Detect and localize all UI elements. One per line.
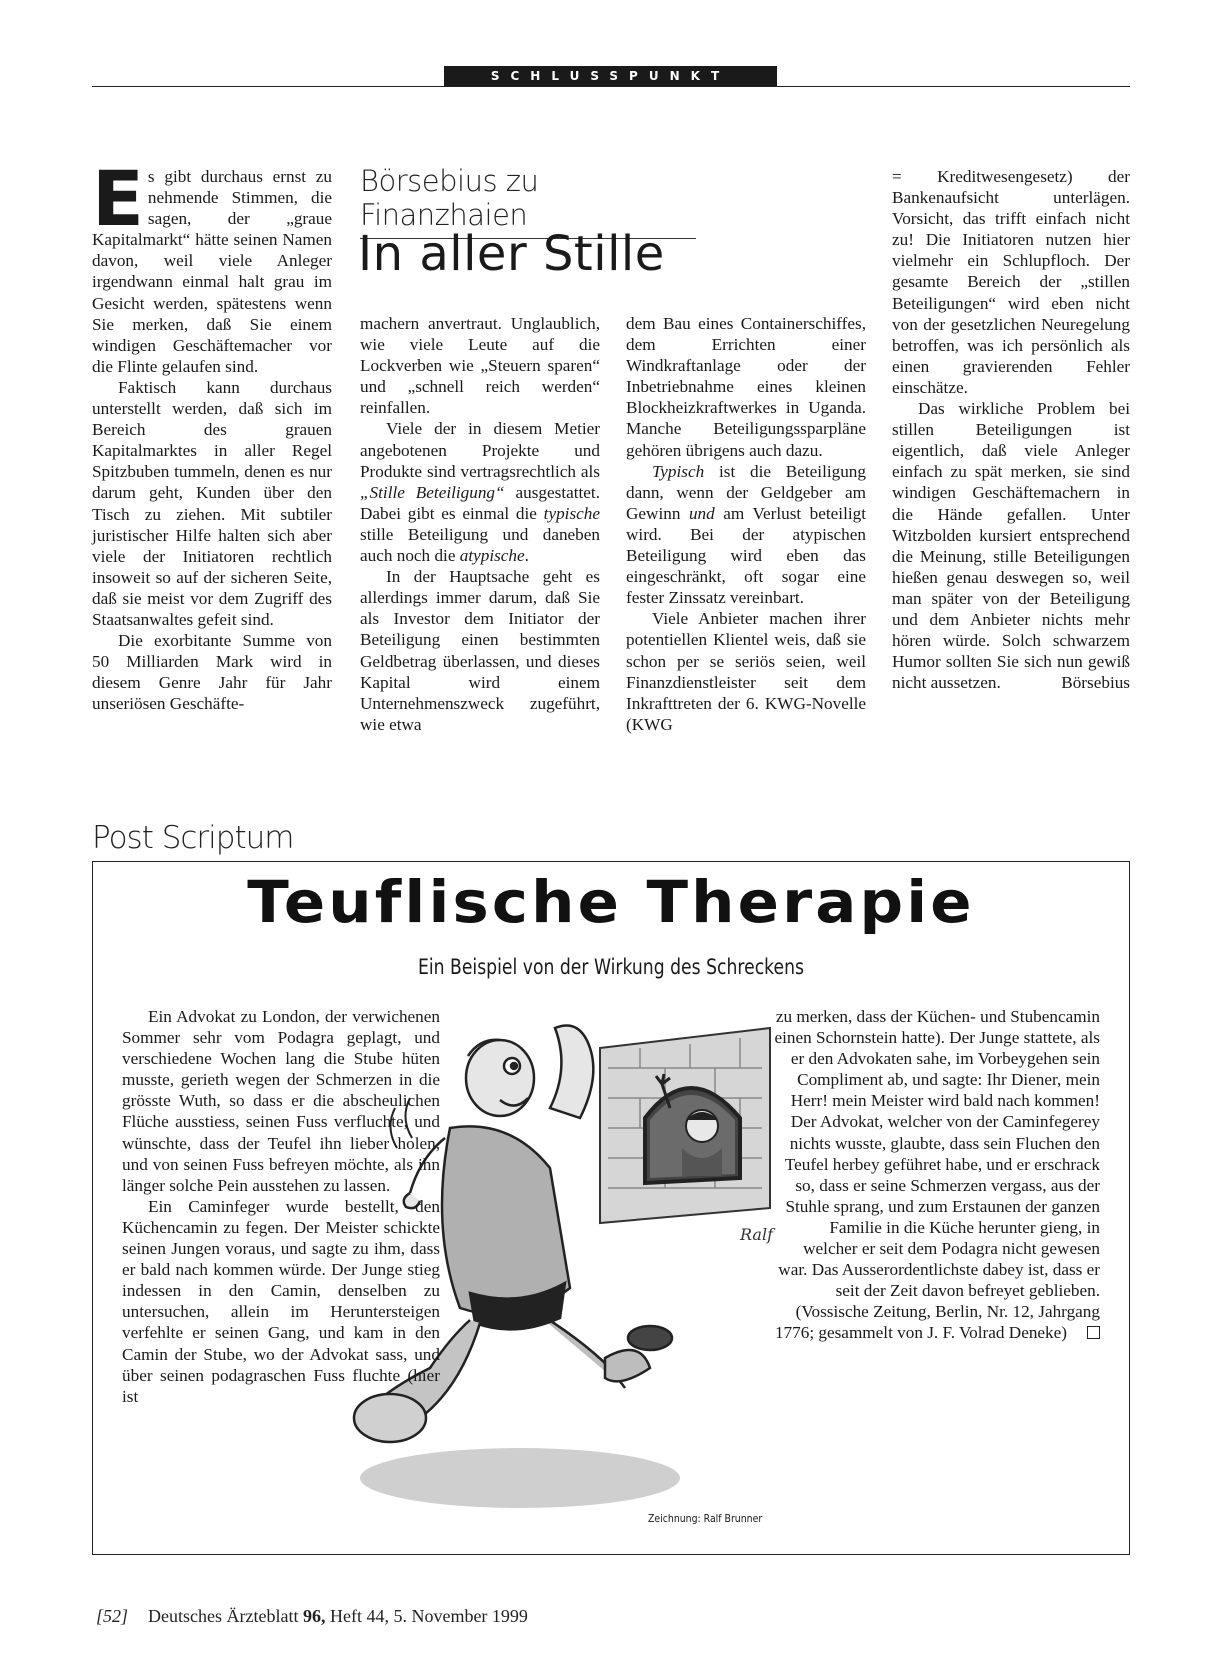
illustration-credit: Zeichnung: Ralf Brunner <box>648 1512 763 1525</box>
postscript-left-column <box>122 1006 440 1407</box>
journal-name: Deutsches Ärzteblatt <box>148 1606 299 1626</box>
page-number: [52] <box>96 1606 129 1626</box>
fireplace-wall <box>600 1028 776 1244</box>
postscript-title: Teuflische Therapie <box>247 868 975 936</box>
postscript-right-column <box>772 1006 1100 1344</box>
drop-cap: E <box>92 154 144 243</box>
journal-volume: 96, <box>302 1606 326 1626</box>
article-paragraph: Es gibt durchaus ernst zu nehmende Stimmen, die sagen, der „graue Kapitalmarkt“ hätte seinen Namen davon, weil viele Anleger irgendwann einmal halt grau im Gesicht werden, spätestens wenn Sie merken, daß Sie einem windigen Geschäftemacher vor die Flinte gelaufen sind. <box>92 154 332 376</box>
journal-issue: Heft 44, 5. November 1999 <box>329 1606 528 1626</box>
article-column-2 <box>360 313 600 735</box>
section-label: SCHLUSSPUNKT <box>444 66 777 86</box>
article-paragraph: Die exorbitante Summe von 50 Milliarden Mark wird in diesem Genre Jahr für Jahr unseriösen Geschäfte- <box>92 631 332 714</box>
header-rule <box>92 86 1130 87</box>
page-footer <box>96 1606 528 1627</box>
article-kicker: Börsebius zu Finanzhaien <box>360 164 696 239</box>
end-mark-icon <box>1087 1326 1100 1339</box>
article-headline: In aller Stille <box>358 226 665 282</box>
article-column-1 <box>92 154 332 714</box>
article-column-3 <box>626 313 866 735</box>
article-paragraph: Typisch ist die Beteiligung dann, wenn der Geldgeber am Gewinn und am Verlust beteiligt wird. Bei der atypischen Beteiligung wird eben das eingeschränkt, oft sogar eine fester Zinssatz vereinbart. <box>626 461 867 608</box>
postscript-paragraph: Ein Caminfeger wurde bestellt, den Küchencamin zu fegen. Der Meister schickte seinen Jungen voraus, und sagte zu ihm, dass er bald nach kommen würde. Der Junge stieg indessen in den Camin, denselben zu untersuchen, allein im Heruntersteigen verfehlte er seinen Gang, und kam in den Camin der Stube, wo der Advokat sass, und über seinen podagraschen Fuss fluchte (hier ist <box>122 1196 440 1406</box>
article-column-4 <box>892 166 1130 693</box>
artist-signature: Ralf <box>740 1225 773 1244</box>
article-paragraph: dem Bau eines Containerschiffes, dem Errichten einer Windkraftanlage oder der Inbetriebnahme eines kleinen Blockheizkraftwerkes in Uganda. Manche Beteiligungssparpläne gehören übrigens auch dazu. <box>626 314 866 460</box>
article-paragraph: Viele der in diesem Metier angebotenen Projekte und Produkte sind vertragsrechtlich als „Stille Beteiligung“ ausgestattet. Dabei gibt es einmal die typische stille Beteiligung und daneben auch noch die atypische. <box>360 419 600 566</box>
article-paragraph: Faktisch kann durchaus unterstellt werden, daß sich im Bereich des grauen Kapitalmarktes in aller Regel Spitzbuben tummeln, denen es nur darum geht, Kunden über den Tisch zu ziehen. Mit subtiler juristischer Hilfe halten sich aber viele der Initiatoren rechtlich insoweit so auf der sicheren Seite, daß sie meist vor dem Zugriff des Staatsanwaltes gefeit sind. <box>92 377 332 629</box>
postscript-paragraph: Ein Advokat zu London, der verwichenen Sommer sehr vom Podagra geplagt, und verschiedene Wochen lang die Stube hüten musste, gerieth wegen der Schmerzen in die grösste Wuth, so dass er die abscheulichen Flüche ausstiess, seinen Fuss verfluchte, und wünschte, dass der Teufel ihn lieber holen, und von seinen Fuss befreyen möchte, als ihn länger solche Pein ausstehen zu lassen. <box>122 1007 440 1195</box>
article-paragraph: In der Hauptsache geht es allerdings immer darum, daß Sie als Investor dem Initiator der Beteiligung einen bestimmten Geldbetrag überlassen, und dieses Kapital wird einem Unternehmenszweck zugeführt, wie etwa <box>360 567 600 734</box>
postscript-subtitle: Ein Beispiel von der Wirkung des Schreckens <box>417 955 805 979</box>
article-paragraph: = Kreditwesengesetz) der Bankenaufsicht unterlägen. Vorsicht, das trifft einfach nicht zu! Die Initiatoren nutzen hier vielmehr ein Schlupfloch. Der gesamte Bereich der „stillen Beteiligungen“ wird eben nicht von der gesetzlichen Neuregelung betroffen, was ich persönlich als einen gravierenden Fehler einschätze. <box>892 167 1130 397</box>
article-paragraph: machern anvertraut. Unglaublich, wie viele Leute auf die Lockverben wie „Steuern sparen“ und „schnell reich werden“ reinfallen. <box>360 314 600 418</box>
article-paragraph: Das wirkliche Problem bei stillen Beteiligungen ist eigentlich, daß viele Anleger einfach zu spät merken, sie sind windigen Geschäftemachern in die Hände gefallen. Unter Witzbolden kursiert entsprechend die Meinung, stille Beteiligungen hießen genau deswegen so, weil man später von der Beteiligung und dem Anbieter nichts mehr hören würde. Solch schwarzem Humor sollten Sie sich nun gewiß nicht aussetzen. Börsebius <box>892 399 1130 693</box>
author-signature: Börsebius <box>1061 673 1130 693</box>
postscript-label: Post Scriptum <box>92 820 294 856</box>
postscript-paragraph: Der Advokat, welcher von der Caminfegerey nichts wusste, glaubte, dass sein Fluchen den Teufel herbey geführet habe, und er erschrack so, dass er seine Schmerzen vergass, aus der Stuhle sprang, und zum Erstaunen der ganzen Familie in die Küche herunter gieng, in welcher er seit dem Podagra nicht gewesen war. Das Ausserordentlichste dabey ist, dass er seit der Zeit davon befreyet geblieben. (Vossische Zeitung, Berlin, Nr. 12, Jahrgang 1776; gesammelt von J. F. Volrad Deneke) <box>774 1112 1100 1343</box>
article-paragraph: Viele Anbieter machen ihrer potentiellen Klientel weis, daß sie schon per se seriös seien, weil Finanzdienstleister seit dem Inkrafttreten der 6. KWG-Novelle (KWG <box>626 609 866 734</box>
postscript-paragraph: zu merken, dass der Küchen- und Stubencamin einen Schornstein hatte). Der Junge stattete, als er den Advokaten sahe, im Vorbeygehen sein Compliment ab, und sagte: Ihr Diener, mein Herr! mein Meister wird bald nach kommen! <box>774 1007 1100 1111</box>
